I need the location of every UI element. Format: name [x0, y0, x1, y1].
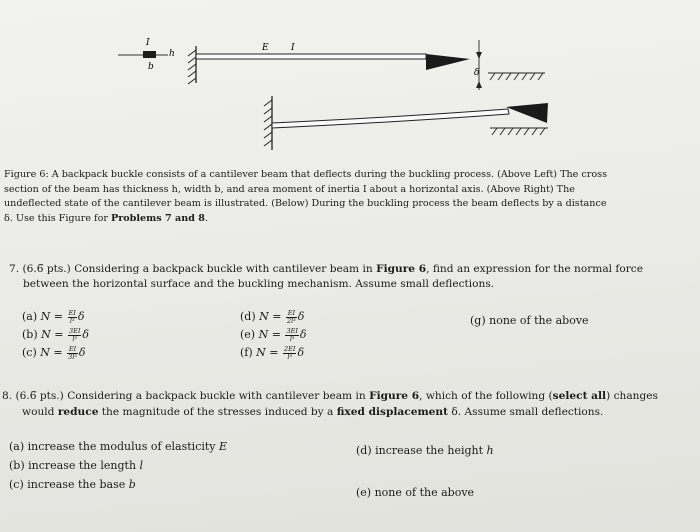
q7-figure-ref: Figure 6 — [376, 263, 427, 275]
beam-undeflected — [196, 54, 426, 59]
ground-top-hatch — [490, 73, 543, 80]
cross-section-label-b: b — [148, 62, 154, 72]
q8-number: 8. — [2, 390, 13, 402]
q8-option-d[interactable] — [356, 444, 494, 457]
q7-option-b-num: 3EI — [68, 327, 81, 335]
q7-option-b-lhs: N = — [41, 328, 64, 341]
caption-line-2: section of the beam has thickness h, width b, and area moment of inertia I about a horizontal axis. (Above Right) The — [4, 183, 575, 195]
q8-select-all: select all — [552, 390, 607, 402]
q7-text-post: , find an expression for the normal force — [426, 263, 643, 275]
caption-line-4-suffix: . — [204, 212, 209, 224]
cross-section-diagram — [118, 38, 175, 72]
q8-option-b-text: increase the length — [28, 459, 140, 472]
caption-problems-ref: Problems 7 and 8 — [111, 212, 205, 224]
q7-option-b-den: l³ — [72, 334, 78, 343]
q8-option-d-label: (d) — [356, 444, 372, 457]
q8-option-c-text: increase the base — [27, 478, 129, 491]
q7-option-a-fraction — [68, 310, 77, 324]
q8-option-b-label: (b) — [9, 459, 25, 472]
q7-option-c-num: EI — [68, 345, 77, 353]
q7-option-d-den: 2l³ — [286, 316, 296, 325]
q7-option-e[interactable] — [240, 328, 307, 342]
q8-option-a-label: (a) — [9, 440, 25, 453]
q7-option-c-den: 3l³ — [68, 352, 77, 361]
q8-option-b[interactable] — [9, 459, 143, 472]
q8-option-e-text: none of the above — [374, 486, 475, 499]
q8-option-d-var: h — [486, 444, 494, 457]
q7-option-a-den: l³ — [69, 316, 75, 325]
q7-option-b[interactable] — [22, 328, 89, 342]
q7-option-f-label: (f) — [240, 346, 253, 359]
q8-option-c[interactable] — [9, 478, 136, 491]
q8-points: (6.6̅ pts.) — [15, 390, 64, 402]
delta-arrow-down — [476, 52, 482, 59]
q8-fixed-displacement: fixed displacement — [336, 406, 448, 418]
q7-text-pre: Considering a backpack buckle with cantilever beam in — [74, 263, 377, 275]
q7-option-a-lhs: N = — [40, 310, 63, 323]
undeflected-beam-diagram — [188, 40, 545, 90]
q7-option-g-label: (g) — [470, 314, 486, 327]
delta-arrow-up — [476, 81, 482, 88]
q7-option-c-var: δ — [78, 346, 86, 359]
q8-option-a-var: E — [219, 440, 228, 453]
q7-option-b-fraction — [68, 328, 81, 342]
q8-option-a-text: increase the modulus of elasticity — [27, 440, 220, 453]
q7-points: (6.6̅ pts.) — [22, 263, 71, 275]
q7-option-d[interactable] — [240, 310, 304, 324]
q8-option-a[interactable] — [9, 440, 227, 453]
cross-section-rect — [143, 51, 156, 58]
q7-option-g[interactable] — [470, 314, 589, 327]
wall-bottom-hatch — [264, 100, 272, 146]
beam-deflected — [272, 109, 509, 128]
q8-text-pre: Considering a backpack buckle with cantilever beam in — [67, 390, 370, 402]
q8-option-d-text: increase the height — [375, 444, 487, 457]
q8-reduce: reduce — [57, 406, 99, 418]
q7-option-e-label: (e) — [240, 328, 256, 341]
q7-option-f-fraction — [283, 346, 296, 360]
wall-top-hatch — [188, 50, 196, 84]
caption-line-4-prefix: δ. Use this Figure for — [4, 212, 112, 224]
deflected-beam-diagram — [264, 96, 548, 150]
q7-option-d-num: EI — [287, 309, 296, 317]
q7-option-a[interactable] — [22, 310, 84, 324]
q8-option-e[interactable] — [356, 486, 474, 499]
q8-option-e-label: (e) — [356, 486, 372, 499]
q8-option-b-var: l — [139, 459, 144, 472]
q7-option-a-label: (a) — [22, 310, 38, 323]
q7-option-d-var: δ — [297, 310, 305, 323]
q7-option-e-var: δ — [299, 328, 307, 341]
q7-line-1 — [9, 262, 643, 277]
q8-text-post: ) changes — [606, 390, 658, 402]
delta-label: δ — [474, 68, 480, 78]
q8-line-1 — [2, 389, 658, 404]
q7-option-e-num: 3EI — [286, 327, 298, 335]
beam-tip-deflected — [506, 103, 548, 123]
q7-option-c[interactable] — [22, 346, 86, 360]
beam-figure — [0, 0, 700, 165]
q7-line-2: between the horizontal surface and the buckling mechanism. Assume small deflections. — [23, 278, 495, 290]
q8-text2-post: δ. Assume small deflections. — [448, 406, 604, 418]
beam-label-E: E — [262, 43, 269, 53]
q7-option-f-var: δ — [297, 346, 305, 359]
beam-label-I: I — [291, 43, 295, 53]
figure-caption — [4, 168, 698, 226]
q8-line-2 — [22, 405, 603, 420]
q7-option-f[interactable] — [240, 346, 304, 360]
cross-section-label-I: I — [146, 38, 150, 48]
q7-option-b-var: δ — [82, 328, 90, 341]
caption-line-4 — [4, 212, 698, 227]
beam-tip-undeflected — [426, 54, 470, 70]
q7-option-d-fraction — [286, 310, 297, 324]
caption-line-1: Figure 6: A backpack buckle consists of a cantilever beam that deflects during the buckling process. (Above Left) The cross — [4, 169, 607, 180]
q7-number: 7. — [9, 263, 20, 275]
q7-option-d-lhs: N = — [259, 310, 282, 323]
q7-option-f-den: l³ — [287, 352, 293, 361]
q7-option-c-lhs: N = — [40, 346, 63, 359]
cross-section-label-h: h — [169, 49, 175, 59]
q8-option-c-var: b — [128, 478, 136, 491]
q7-option-c-label: (c) — [22, 346, 37, 359]
q8-text-mid: , which of the following ( — [419, 390, 553, 402]
q7-option-b-label: (b) — [22, 328, 38, 341]
q7-option-a-var: δ — [77, 310, 85, 323]
q8-figure-ref: Figure 6 — [369, 390, 420, 402]
q8-option-c-label: (c) — [9, 478, 24, 491]
q7-option-f-num: 2EI — [284, 345, 296, 353]
caption-line-3: undeflected state of the cantilever beam is illustrated. (Below) During the buckling process the beam deflects by a distance — [4, 198, 607, 210]
q7-option-g-text: none of the above — [489, 314, 589, 327]
q7-option-e-fraction — [285, 328, 298, 342]
q8-text2-pre: would — [22, 406, 58, 418]
q7-option-d-label: (d) — [240, 310, 256, 323]
q8-text2-mid: the magnitude of the stresses induced by a — [98, 406, 337, 418]
q7-option-f-lhs: N = — [256, 346, 279, 359]
q7-option-a-num: EI — [68, 309, 76, 317]
q7-option-e-lhs: N = — [258, 328, 281, 341]
q7-option-c-fraction — [67, 346, 78, 360]
q7-option-e-den: l³ — [289, 334, 295, 343]
ground-bottom-hatch — [492, 128, 545, 135]
